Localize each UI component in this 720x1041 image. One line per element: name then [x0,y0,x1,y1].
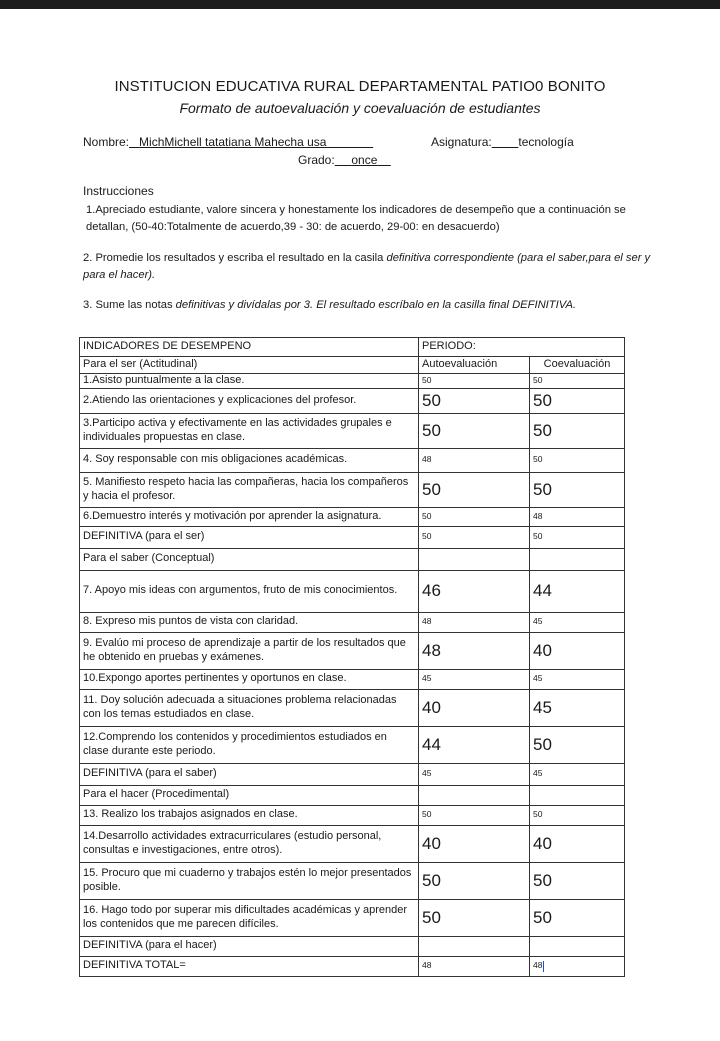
name-value[interactable]: MichMichell tatatiana Mahecha usa [139,135,327,149]
table-row [80,956,625,976]
auto-score[interactable]: 50 [419,374,530,389]
auto-score[interactable]: 50 [419,805,530,825]
co-score[interactable]: 50 [530,472,625,507]
auto-score[interactable]: 45 [419,669,530,689]
co-score[interactable]: 50 [530,862,625,899]
co-score-total[interactable]: 48 [530,956,625,976]
table-row [80,612,625,632]
row-label: 1.Asisto puntualmente a la clase. [80,374,419,389]
table-row [80,763,625,785]
auto-score[interactable]: 48 [419,632,530,669]
instruction-3: 3. Sume las notas definitivas y divídalas por 3. El resultado escríbalo en la casilla final DEFINITIVA. [83,299,577,311]
document-title: INSTITUCION EDUCATIVA RURAL DEPARTAMENTAL PATIO0 BONITO [114,78,606,95]
co-score[interactable]: 45 [530,669,625,689]
auto-score[interactable]: 50 [419,472,530,507]
row-label: 12.Comprendo los contenidos y procedimientos estudiados en clase durante este periodo. [80,726,419,763]
auto-score[interactable]: 40 [419,825,530,862]
row-label: 9. Evalúo mi proceso de aprendizaje a partir de los resultados que he obtenido en pruebas y exámenes. [80,632,419,669]
co-score[interactable]: 50 [530,526,625,548]
auto-score[interactable] [419,785,530,805]
row-label: 10.Expongo aportes pertinentes y oportunos en clase. [80,669,419,689]
col-auto-header: Autoevaluación [419,357,530,374]
co-score[interactable]: 44 [530,570,625,612]
row-label: Para el ser (Actitudinal) [80,357,419,374]
header-indicators: INDICADORES DE DESEMPENO [80,338,419,357]
row-label: 11. Doy solución adecuada a situaciones problema relacionadas con los temas estudiados en clase. [80,689,419,726]
subject-label: Asignatura: [431,135,492,149]
co-score[interactable]: 50 [530,448,625,472]
co-score[interactable]: 40 [530,825,625,862]
row-label: DEFINITIVA (para el ser) [80,526,419,548]
row-label: 7. Apoyo mis ideas con argumentos, fruto de mis conocimientos. [80,570,419,612]
auto-score[interactable]: 50 [419,388,530,413]
table-row [80,472,625,507]
row-label: 6.Demuestro interés y motivación por aprender la asignatura. [80,507,419,526]
header-period: PERIODO: [419,338,625,357]
name-label: Nombre: [83,135,130,149]
co-score[interactable]: 45 [530,689,625,726]
table-row [80,526,625,548]
table-row [80,374,625,389]
row-label: DEFINITIVA TOTAL= [80,956,419,976]
table-row [80,785,625,805]
col-co-header: Coevaluación [530,357,625,374]
auto-score[interactable]: 45 [419,763,530,785]
table-row [80,825,625,862]
co-score[interactable]: 50 [530,805,625,825]
table-row [80,689,625,726]
co-score[interactable] [530,785,625,805]
table-row [80,632,625,669]
co-score[interactable]: 40 [530,632,625,669]
co-score[interactable]: 50 [530,388,625,413]
auto-score[interactable]: 50 [419,507,530,526]
auto-score[interactable]: 46 [419,570,530,612]
name-field [83,135,373,149]
co-score[interactable]: 45 [530,612,625,632]
co-score[interactable]: 50 [530,374,625,389]
row-label: 4. Soy responsable con mis obligaciones académicas. [80,448,419,472]
subject-field [431,135,574,149]
subject-value[interactable] [492,135,519,149]
table-header-row [80,338,625,357]
table-row [80,357,625,374]
row-label: Para el saber (Conceptual) [80,548,419,570]
instruction-1: 1.Apreciado estudiante, valore sincera y honestamente los indicadores de desempeño que a continuación se detallan, (50-40:Totalmente de acuerdo,39 - 30: de acuerdo, 29-00: en desacuerdo) [86,204,626,233]
auto-score[interactable]: 50 [419,526,530,548]
row-label: Para el hacer (Procedimental) [80,785,419,805]
row-label: 2.Atiendo las orientaciones y explicaciones del profesor. [80,388,419,413]
table-row [80,507,625,526]
co-score[interactable]: 48 [530,507,625,526]
co-score[interactable]: 50 [530,413,625,448]
grade-label: Grado: [298,153,335,167]
table-row [80,805,625,825]
table-row [80,726,625,763]
auto-score[interactable]: 48 [419,612,530,632]
auto-score[interactable]: 48 [419,448,530,472]
grade-field [298,153,391,167]
auto-score[interactable]: 44 [419,726,530,763]
co-score[interactable]: 50 [530,899,625,936]
instructions-heading: Instrucciones [83,184,154,198]
row-label: 3.Participo activa y efectivamente en las actividades grupales e individuales propuestas en clase. [80,413,419,448]
text-cursor [543,961,544,972]
evaluation-table [79,337,625,977]
auto-score[interactable] [419,936,530,956]
table-row [80,388,625,413]
auto-score[interactable] [419,548,530,570]
instruction-2: 2. Promedie los resultados y escriba el resultado en la casila definitiva correspondiente (para el saber,para el ser y para el hacer). [83,252,651,281]
row-label: 14.Desarrollo actividades extracurriculares (estudio personal, consultas e investigaciones, entre otros). [80,825,419,862]
row-label: 13. Realizo los trabajos asignados en clase. [80,805,419,825]
table-row [80,899,625,936]
table-row [80,570,625,612]
table-row [80,936,625,956]
table-row [80,448,625,472]
row-label: DEFINITIVA (para el saber) [80,763,419,785]
table-row [80,669,625,689]
table-row [80,548,625,570]
top-bar [0,0,720,9]
table-row [80,413,625,448]
auto-score[interactable]: 50 [419,899,530,936]
row-label: 15. Procuro que mi cuaderno y trabajos estén lo mejor presentados posible. [80,862,419,899]
row-label: DEFINITIVA (para el hacer) [80,936,419,956]
co-score[interactable] [530,548,625,570]
auto-score[interactable]: 50 [419,413,530,448]
auto-score[interactable]: 50 [419,862,530,899]
co-score[interactable]: 50 [530,726,625,763]
row-label: 16. Hago todo por superar mis dificultades académicas y aprender los contenidos que me parecen difíciles. [80,899,419,936]
grade-value[interactable]: once [351,153,378,167]
table-row [80,862,625,899]
co-score[interactable] [530,936,625,956]
row-label: 8. Expreso mis puntos de vista con claridad. [80,612,419,632]
auto-score[interactable]: 40 [419,689,530,726]
document-subtitle: Formato de autoevaluación y coevaluación de estudiantes [179,100,541,116]
subject-text: tecnología [518,135,574,149]
auto-score[interactable]: 48 [419,956,530,976]
row-label: 5. Manifiesto respeto hacia las compañeras, hacia los compañeros y hacia el profesor. [80,472,419,507]
co-score[interactable]: 45 [530,763,625,785]
